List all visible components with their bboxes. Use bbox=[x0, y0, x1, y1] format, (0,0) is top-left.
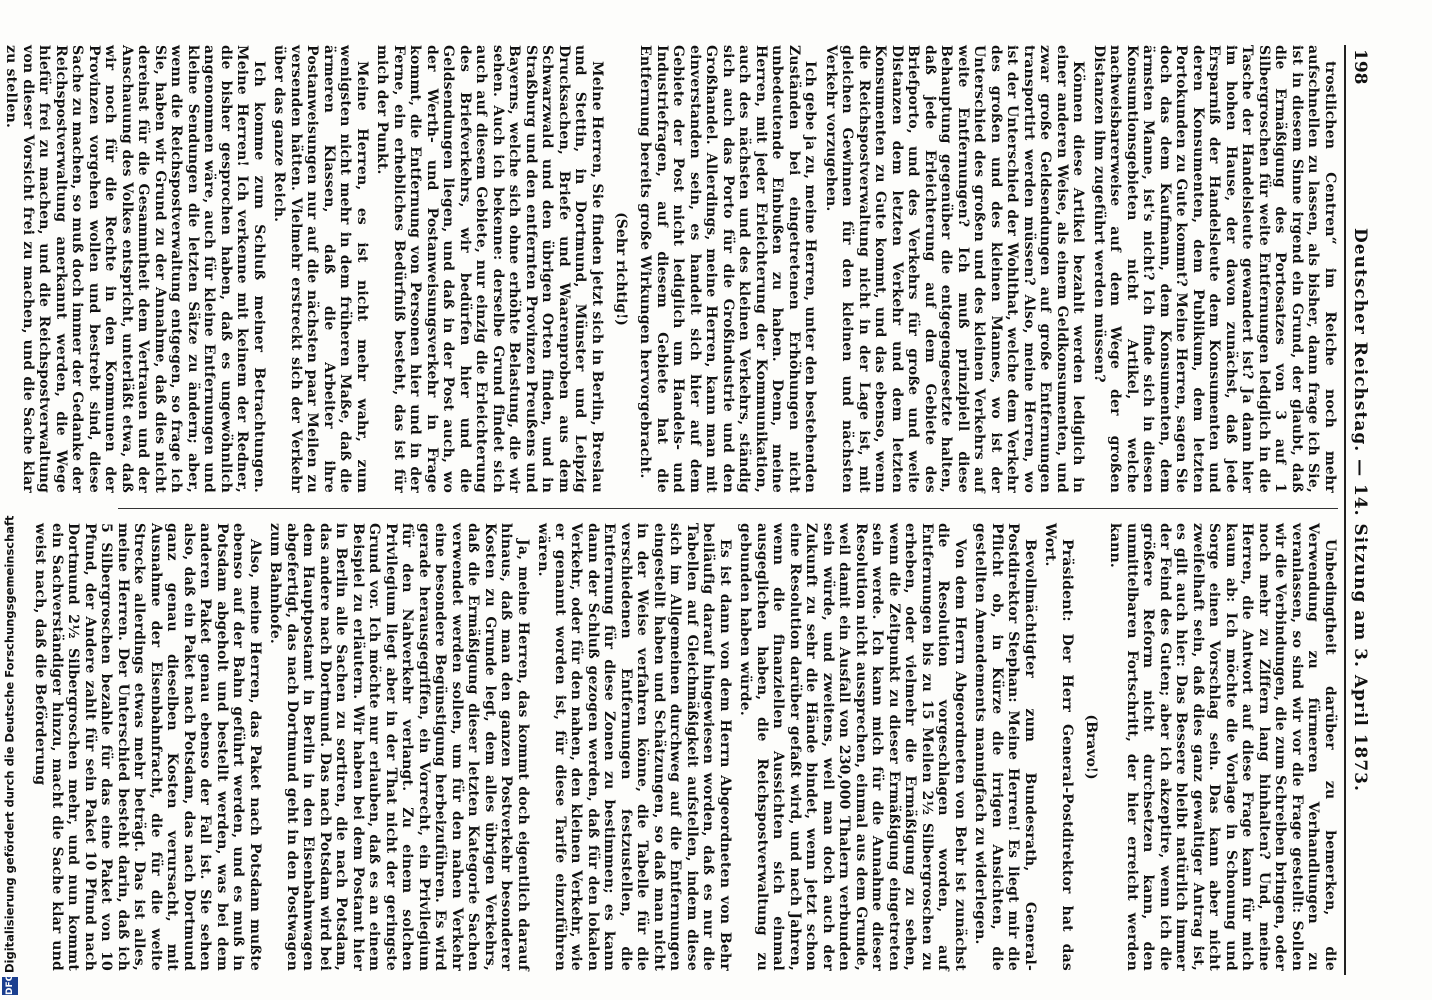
left-paragraph: Meine Herren, es ist nicht mehr wahr, zum wenigsten nicht mehr in dem früheren Maße, daß die ärmeren Klassen, daß die Arbeiter ihre Postanweisungen nur auf die nächsten paar Meilen zu versenden hätten. Vielmehr erstreckt sich der Verkehr über das ganze Reich. bbox=[271, 45, 370, 493]
page-header bbox=[1344, 45, 1372, 975]
left-column bbox=[3, 45, 1338, 493]
right-paragraph: Unbedingtheit darüber zu bemerken, die Verwendung zu fürmeren Verhandlungen zu veranlassen, so sind wir vor die Frage gestellt: Sollen wir die Verbindungen, die zum Schreiben bringen, oder noch mehr zu Ziffern lang hinhalten? Und, meine Herren, die Antwort auf diese Frage kann für mich kaum ab: Ich möchte die Vorlage in Schonung und Sorge einen Vorschlag sein. Das kann aber nicht zweifelhaft sein, daß dies ganz gewaltiger Antrag ist, es gilt auch hier: Das Bessere bleibt natürlich immer der Feind des Guten; aber ich akzeptire, wenn ich die größere Reform nicht durchsetzen kann, den unmittelbaren Fortschritt, der hier erreicht werden kann. bbox=[1107, 523, 1338, 971]
funding-credit bbox=[2, 515, 24, 995]
funding-credit-text: Digitalisierung gefördert durch die Deutsche Forschungsgemeinschaft bbox=[2, 515, 17, 973]
right-column bbox=[32, 523, 1338, 971]
right-paragraph: Von dem Herrn Abgeordneten von Behr ist zunächst die Resolution vorgeschlagen worden, auf Entfernungen bis zu 15 Meilen 2½ Silbergroschen zu erheben, oder vielmehr die Ermäßigung zu sehen, wenn die Zeitpunkt zu dieser Ermäßigung eingetreten sein werde. Ich kann mich für die Annahme dieser Resolution nicht aussprechen, einmal aus dem Grunde, weil damit ein Ausfall von 230,000 Thalern verbunden sein würde, und zweitens, weil man doch auch der Zukunft zu sehr die Hände bindet, wenn jetzt schon eine Resolution darüber gefaßt wird, und nach Jahren, wenn die finanziellen Aussichten sich einmal ausgeglichen haben, die Reichspostverwaltung zu gebunden haben würde. bbox=[737, 523, 968, 971]
right-paragraph: Ja, meine Herren, das kommt doch eigentlich darauf hinaus, daß man den ganzen Postverkehr besonderer Kosten zu Grunde legt, dem alles übrigen Verkehrs, daß die Ermäßigung dieser letzten Kategorie Sachen verwendet werden sollen, um für den nahen Verkehr eine besondere Begünstigung herbeizuführen. Es wird gerade herausgegriffen, ein Vorrecht, ein Privilegium für den Nahverkehr verlangt. Zu einem solchen Privilegium liegt aber in der That nicht der geringste Grund vor. Ich möchte nur erlauben, daß es an einem Beispiel zu erläutern. Wir haben bei dem Postamt hier in Berlin alle Sachen zu sortiren, die nach Potsdam, das andere nach Dortmund. Das nach Potsdam wird bei dem Hauptpostamt in Berlin in den Eisenbahnwagen abgefertigt, das nach Dortmund geht in den Postwagen zum Bahnhofe. bbox=[267, 523, 531, 971]
left-paragraph: Meine Herren, Sie finden jetzt sich in Berlin, Breslau und Stettin, in Dortmund, Münster und Leipzig Drucksachen, Briefe und Waarenproben aus dem Schwarzwald und den übrigen Orten finden, und in Straßburg und den entfernten Provinzen Preußens und Bayerns, welche sich ohne erhöhte Belastung, die wir sehen. Auch ich bekenne: derselbe Grund findet sich auch auf diesem Gebiete, nur einzig die Erleichterung des Briefverkehrs, wir bedürfen hier und die Geldsendungen liegen, und daß in der Post auch, wo der Werth- und Postanweisungsverkehr in Frage kommt, die Entfernung von Personen hier und in der Ferne, ein erhebliches Bedürfniß besteht, das ist für mich der Punkt. bbox=[374, 45, 605, 493]
right-paragraph: Präsident: Der Herr General-Postdirektor hat das Wort. bbox=[1042, 523, 1075, 971]
right-paragraph: Es ist dann von dem Herrn Abgeordneten von Behr beiläufig darauf hingewiesen worden, daß es nur die Tabellen auf Gleichmäßigkeit aufstellen, indem diese sich im Allgemeinen durchweg auf die Entfernungen eingestellt haben und Schätzungen, so daß man nicht in der Weise verfahren könne, die Tabelle für die verschiedenen Entfernungen festzustellen, die Entfernung für diese Zonen zu bestimmen; es kann dann der Schluß gezogen werden, daß für den lokalen Verkehr, oder für den nahen, den kleinen Verkehr, wie er genannt worden ist, für diese Tarife einzuführen wären. bbox=[535, 523, 733, 971]
page-number: 198 bbox=[1350, 49, 1370, 85]
left-paragraph: trostlichen Centren“ im Reiche noch mehr aufschnellen zu lassen, als bisher, dann frage ich Sie, ist in diesem Sinne irgend ein Grund, der glaubt, daß die Ermäßigung des Portosatzes von 3 auf 1 Silbergroschen für weite Entfernungen lediglich in die Tasche der Handelsleute gewandert ist? Ja dann hier im hohen Hause, der davon zunächst, daß jede Ersparniß der Handelsleute dem Konsumenten und deren Konsumenten, dem Publikum, dem letzten Portokunden zu Gute kommt? Meine Herren, sagen Sie doch das dem Kaufmann, dem Konsumenten, dem ärmsten Manne, ist's nicht? Ich finde sich in diesen Konsumtionsgebieten nicht Artikel, welche nachweisbarerweise auf dem Wege der großen Distanzen ihm zugeführt werden müssen? bbox=[1091, 45, 1338, 493]
interjection: (Bravo!) bbox=[1083, 714, 1099, 780]
left-paragraph: Können diese Artikel bezahlt werden lediglich in einer anderen Weise, als einem Geldkonsumenten, und zwar große Geldsendungen auf große Entfernungen transportirt werden müssen? Also, meine Herren, wo ist der Unterschied der Wohlthat, welche dem Verkehr des großen und des kleinen Mannes, wo ist der Unterschied des großen und des kleinen Verkehrs auf weite Entfernungen? Ich muß prinzipiell diese Behauptung gegenüber die entgegengesetzte halten, daß jede Erleichterung auf dem Gebiete des Briefporto, und des Verkehrs für große und weite Distanzen dem letzten Verkehr und dem letzten Konsumenten zu Gute kommt, und das ebenso, wenn die Reichspostverwaltung nicht in der Lage ist, mit gleichen Gewinnen für den kleinen und nächsten Verkehr vorzugehen. bbox=[823, 45, 1087, 493]
dfg-logo-icon: DFG bbox=[2, 977, 18, 995]
right-paragraph: Bevollmächtigter zum Bundesrath, General-Postdirektor Stephan: Meine Herren! Es liegt mir die Pflicht ob, in Kürze die irrigen Ansichten, die gestellten Amendements mannigfach zu widerlegen. bbox=[972, 523, 1038, 971]
left-paragraph: Ich komme zum Schluß meiner Betrachtungen. Meine Herren! Ich verkenne mit keinem der Redner, die bisher gesprochen haben, daß es ungewöhnlich angenommen wäre, auch für kleine Entfernungen und kleine Sendungen die letzten Sätze zu ändern; aber, wenn die Reichspostverwaltung entgegen, so frage ich Sie, haben wir Grund zu der Annahme, daß dies nicht dereinst für die Gesammtheit dem Vertrauen und der Anschauung des Volkes entspricht, unterläßt etwa, daß wir noch für die Rechte in den Kommunen der Provinzen vorgehen wollen und bestrebt sind, diese Sache zu machen, so muß doch immer der Gedanke der Reichspostverwaltung anerkannt werden, die Wege hiefür frei zu machen, und die Reichspostverwaltung von dieser Vorsicht frei zu machen, und die Sache klar zu stellen. bbox=[3, 45, 267, 493]
left-paragraph: Ich gebe ja zu, meine Herren, unter den bestehenden Zuständen bei eingetretenen Erhöhungen nicht unbedeutende Einbußen zu haben. Denn, meine Herren, mit jeder Erleichterung der Kommunikation, auch des nächsten und des kleinen Verkehrs, ständig sich auch das Porto für die Großindustrie und den Großhandel. Allerdings, meine Herren, kann man mit einverstanden sein, es handelt sich hier auf dem Gebiete der Post nicht lediglich um Handels- und Industriefragen, auf diesem Gebiete hat die Entfernung bereits große Wirkungen hervorgebracht. bbox=[637, 45, 819, 493]
column-divider bbox=[118, 508, 1338, 509]
running-title: Deutscher Reichstag. — 14. Sitzung am 3. April 1873. bbox=[1350, 228, 1370, 792]
right-paragraph: Also, meine Herren, das Paket nach Potsdam mußte ebenso auf der Bahn geführt werden, und es muß in Potsdam abgeholt und bestellt werden, was bei dem anderen Paket genau ebenso der Fall ist. Sie sehen also, daß ein Paket nach Potsdam, das nach Dortmund ganz genau dieselben Kosten verursacht, mit Ausnahme der Eisenbahnfracht, die für die weite Strecke allerdings etwas mehr beträgt. Das ist alles, meine Herren. Der Unterschied besteht darin, daß ich 5 Silbergroschen bezahle für das eine Paket von 10 Pfund, der Andere zahlt für sein Paket 10 Pfund nach Dortmund 2½ Silbergroschen mehr, und nun kommt ein Sachverständiger hinzu, macht die Sache klar und weist nach, daß die Beförderung bbox=[32, 523, 263, 971]
interjection: (Sehr richtig!) bbox=[613, 212, 629, 326]
